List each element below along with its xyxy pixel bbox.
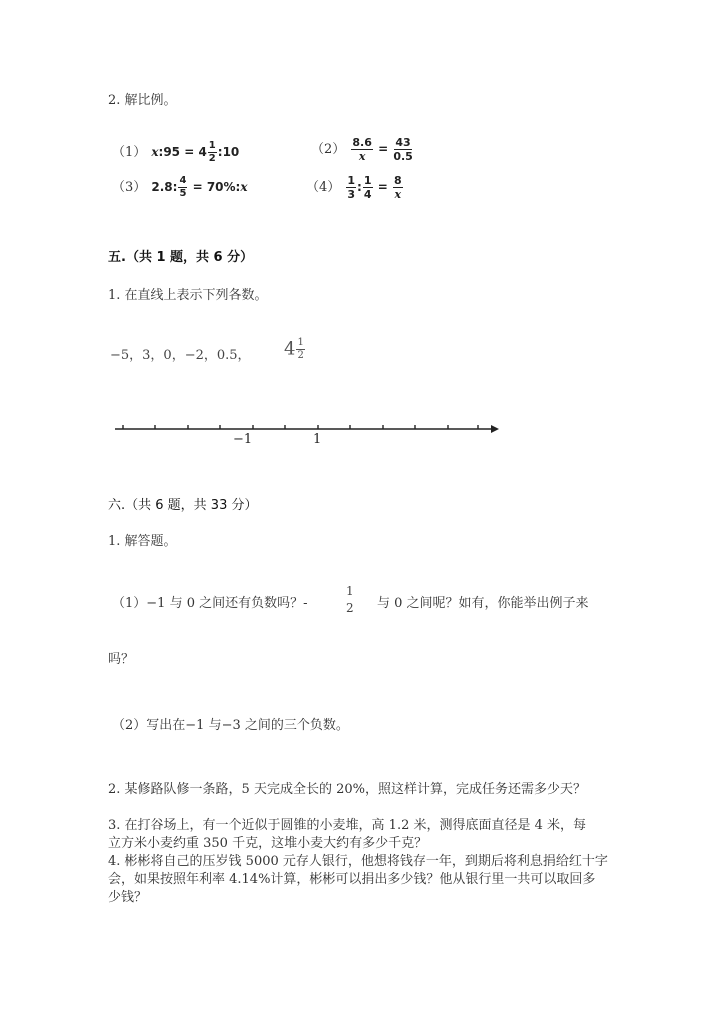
mixed-number: 4 $\frac{1}{2}$ bbox=[284, 337, 304, 361]
fraction: $\frac{1}{4}$ bbox=[363, 174, 372, 201]
tick-label-minus-one: −1 bbox=[233, 432, 253, 447]
equation: $\frac{8.6}{x}$ = $\frac{43}{0.5}$ bbox=[352, 136, 413, 163]
question-1-part-2: （2）写出在−1 与−3 之间的三个负数。 bbox=[112, 718, 349, 733]
question-title: 1. 解答题。 bbox=[108, 534, 177, 549]
fraction: $\frac{8.6}{x}$ bbox=[352, 136, 372, 163]
item-label: （2） bbox=[311, 142, 346, 157]
item-label: （3） bbox=[112, 180, 147, 195]
item-label: （4） bbox=[306, 180, 341, 195]
section-heading: 五.（共 1 题，共 6 分） bbox=[108, 250, 254, 265]
fraction-one-half: 1 2 bbox=[346, 584, 354, 615]
question-2: 2. 某修路队修一条路，5 天完成全长的 20%，照这样计算，完成任务还需多少天？ bbox=[108, 782, 586, 797]
question-4: 4. 彬彬将自己的压岁钱 5000 元存人银行，他想将钱存一年，到期后将利息捐给红十字会，如果按照年利率 4.14%计算，彬彬可以捐出多少钱？他从银行里一共可以取回多少钱？ bbox=[108, 854, 608, 905]
fraction: $\frac{1}{3}$ bbox=[347, 174, 356, 201]
question-1-part-1-b: 与 0 之间呢？如有，你能举出例子来 bbox=[377, 596, 589, 611]
equation: x:95 = 4 $\frac{1}{2}$ :10 bbox=[151, 140, 240, 164]
question-3: 3. 在打谷场上，有一个近似于圆锥的小麦堆，高 1.2 米，测得底面直径是 4 米，每立方米小麦约重 350 千克，这堆小麦大约有多少千克？ bbox=[108, 818, 587, 851]
section-heading: 六.（共 6 题，共 33 分） bbox=[108, 498, 258, 513]
question-title: 1. 在直线上表示下列各数。 bbox=[108, 288, 268, 303]
question-1-part-1-c: 吗？ bbox=[108, 652, 135, 667]
fraction: $\frac{4}{5}$ bbox=[179, 175, 187, 199]
fraction: $\frac{8}{x}$ bbox=[393, 174, 402, 201]
number-list: −5，3，0，−2，0.5， bbox=[110, 348, 251, 363]
fraction: $\frac{43}{0.5}$ bbox=[393, 136, 413, 163]
item-label: （1） bbox=[112, 145, 147, 160]
fraction: $\frac{1}{2}$ bbox=[297, 337, 304, 361]
tick-label-one: 1 bbox=[313, 432, 322, 447]
equation: $\frac{1}{3}$ : $\frac{1}{4}$ = $\frac{8}{x}$ bbox=[347, 174, 402, 201]
equation: 2.8: $\frac{4}{5}$ = 70%:x bbox=[151, 175, 248, 199]
fraction: $\frac{1}{2}$ bbox=[208, 140, 216, 164]
question-1-part-1-a: （1）−1 与 0 之间还有负数吗？- bbox=[112, 596, 308, 611]
question-title: 2. 解比例。 bbox=[108, 93, 177, 108]
